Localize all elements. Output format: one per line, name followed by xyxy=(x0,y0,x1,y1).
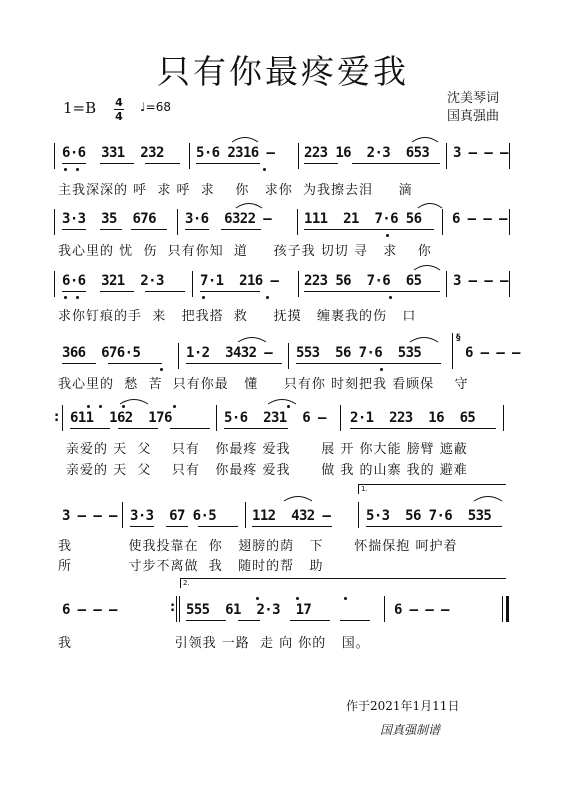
measure-6-3: 112 432 – xyxy=(252,508,331,524)
barline xyxy=(442,209,443,235)
barline xyxy=(298,143,299,169)
high-octave-dot xyxy=(99,405,102,408)
barline xyxy=(446,271,447,297)
barline xyxy=(297,209,298,235)
beam xyxy=(145,291,185,292)
beam xyxy=(108,363,162,364)
barline xyxy=(178,343,179,369)
beam xyxy=(200,291,260,292)
measure-3-3: 223 56 7·6 65 xyxy=(304,273,422,289)
barline xyxy=(54,143,55,169)
low-octave-dot xyxy=(64,296,67,299)
measure-7-3: 6 – – – xyxy=(394,602,449,618)
measure-2-1: 3·3 35 676 xyxy=(62,211,156,227)
composition-date: 作于2021年1月11日 xyxy=(346,699,460,713)
barline xyxy=(298,271,299,297)
measure-2-3: 111 21 7·6 56 xyxy=(304,211,422,227)
barline xyxy=(177,209,178,235)
lyrics-line-3: 求你钉痕的手 来 把我搭 救 抚摸 缠裹我的伤 口 xyxy=(58,309,417,324)
lyrics-line-1: 主我深深的 呼 求 呼 求 你 求你 为我擦去泪 滴 xyxy=(58,183,413,198)
final-barline xyxy=(506,596,509,622)
high-octave-dot xyxy=(87,405,90,408)
measure-5-2: 5·6 231 6 – xyxy=(224,410,326,426)
slur xyxy=(412,138,438,143)
measure-3-1: 6·6 321 2·3 xyxy=(62,273,164,289)
beam xyxy=(238,620,260,621)
slur xyxy=(232,138,258,143)
beam xyxy=(100,163,134,164)
segno-mark: § xyxy=(456,333,461,343)
volta-bracket-1-edge xyxy=(358,484,359,494)
barline xyxy=(179,596,180,622)
slur xyxy=(120,400,148,405)
beam xyxy=(221,229,261,230)
beam xyxy=(304,163,338,164)
slur xyxy=(236,204,262,209)
barline xyxy=(54,271,55,297)
beam xyxy=(130,526,154,527)
arranger-signature: 国真强制谱 xyxy=(380,723,441,737)
measure-6-1: 3 – – – xyxy=(62,508,117,524)
measure-4-1: 366 676·5 xyxy=(62,345,141,361)
composer-credit: 国真强曲 xyxy=(447,109,500,124)
lyrics-line-2: 我心里的 忧 伤 只有你知 道 孩子我 切切 寻 求 你 xyxy=(58,244,432,259)
lyrics-line-5a: 亲爱的 天 父 只有 你最疼 爱我 展 开 你大能 膀臂 遮蔽 xyxy=(66,442,468,457)
beam xyxy=(350,428,496,429)
barline xyxy=(288,343,289,369)
barline xyxy=(452,333,453,369)
beam xyxy=(198,526,238,527)
slur xyxy=(238,338,266,343)
lyrics-line-4: 我心里的 愁 苦 只有你最 懂 只有你 时刻把我 看顾保 守 xyxy=(58,377,469,392)
repeat-start-sign: : xyxy=(54,410,60,425)
measure-4-4: 6 – – – xyxy=(465,345,520,361)
beam xyxy=(304,291,440,292)
beam xyxy=(185,229,209,230)
barline xyxy=(216,405,217,431)
measure-1-2: 5·6 2316 – xyxy=(196,145,275,161)
time-signature xyxy=(114,97,124,122)
volta-1-label: 1. xyxy=(361,485,368,493)
measure-6-2: 3·3 67 6·5 xyxy=(130,508,217,524)
beam xyxy=(290,620,330,621)
beam xyxy=(166,526,188,527)
measure-3-2: 7·1 216 – xyxy=(200,273,279,289)
lyrics-line-7: 我 引领我 一路 走 向 你的 国。 xyxy=(58,636,370,651)
lyricist-credit: 沈美琴词 xyxy=(447,91,500,106)
barline xyxy=(384,596,385,622)
lyrics-line-6a: 我 使我投靠在 你 翅膀的荫 下 怀揣保抱 呵护着 xyxy=(58,539,458,554)
high-octave-dot xyxy=(344,597,347,600)
slur xyxy=(410,338,438,343)
lyrics-line-6b: 所 寸步不离做 我 随时的帮 助 xyxy=(58,559,324,574)
time-sig-top: 4 xyxy=(115,96,123,109)
slur xyxy=(268,400,296,405)
high-octave-dot xyxy=(256,597,259,600)
beam xyxy=(70,428,110,429)
barline xyxy=(192,271,193,297)
barline xyxy=(509,209,510,235)
low-octave-dot xyxy=(389,296,392,299)
beam xyxy=(62,163,86,164)
barline xyxy=(358,502,359,528)
slur xyxy=(418,204,442,209)
low-octave-dot xyxy=(64,168,67,171)
volta-bracket-2 xyxy=(180,578,506,579)
measure-1-1: 6·6 331 232 xyxy=(62,145,164,161)
high-octave-dot xyxy=(122,405,125,408)
measure-2-2: 3·6 6322 – xyxy=(185,211,272,227)
barline xyxy=(176,596,177,622)
beam xyxy=(186,363,282,364)
slur xyxy=(474,497,502,502)
measure-4-3: 553 56 7·6 535 xyxy=(296,345,422,361)
beam xyxy=(170,428,210,429)
song-title: 只有你最疼爱我 xyxy=(157,52,409,91)
measure-5-1: 611 162 176 xyxy=(70,410,172,426)
slur xyxy=(414,266,440,271)
measure-1-4: 3 – – – xyxy=(453,145,508,161)
beam xyxy=(145,163,180,164)
volta-bracket-2-edge xyxy=(180,578,181,588)
volta-bracket-1 xyxy=(358,484,506,485)
barline xyxy=(509,143,510,169)
measure-7-1: 6 – – – xyxy=(62,602,117,618)
low-octave-dot xyxy=(380,368,383,371)
beam xyxy=(366,526,502,527)
beam xyxy=(62,291,86,292)
beam xyxy=(196,163,260,164)
slur xyxy=(284,497,312,502)
barline xyxy=(245,502,246,528)
measure-2-4: 6 – – – xyxy=(452,211,507,227)
repeat-end-sign: : xyxy=(170,600,176,615)
volta-2-label: 2. xyxy=(183,579,190,587)
time-sig-bottom: 4 xyxy=(115,110,123,123)
beam xyxy=(62,363,96,364)
beam xyxy=(118,428,158,429)
low-octave-dot xyxy=(76,296,79,299)
key-signature: 1=B xyxy=(63,99,97,117)
high-octave-dot xyxy=(173,405,176,408)
measure-4-2: 1·2 3432 – xyxy=(186,345,273,361)
high-octave-dot xyxy=(287,405,290,408)
measure-7-2: 555 61 2·3 17 xyxy=(186,602,312,618)
beam xyxy=(352,163,440,164)
measure-6-4: 5·3 56 7·6 535 xyxy=(366,508,492,524)
low-octave-dot xyxy=(160,368,163,371)
measure-3-4: 3 – – – xyxy=(453,273,508,289)
beam xyxy=(100,229,122,230)
beam xyxy=(296,363,441,364)
beam xyxy=(340,620,370,621)
lyrics-line-5b: 亲爱的 天 父 只有 你最疼 爱我 做 我 的山寨 我的 避难 xyxy=(66,463,468,478)
measure-1-3: 223 16 2·3 653 xyxy=(304,145,430,161)
high-octave-dot xyxy=(296,597,299,600)
tempo-mark: ♩=68 xyxy=(140,100,171,114)
barline xyxy=(62,405,63,431)
beam xyxy=(252,526,332,527)
barline xyxy=(189,143,190,169)
beam xyxy=(224,428,288,429)
barline xyxy=(122,502,123,528)
beam xyxy=(304,229,434,230)
barline xyxy=(446,143,447,169)
measure-5-3: 2·1 223 16 65 xyxy=(350,410,476,426)
low-octave-dot xyxy=(263,168,266,171)
low-octave-dot xyxy=(76,168,79,171)
low-octave-dot xyxy=(202,296,205,299)
beam xyxy=(186,620,226,621)
barline xyxy=(340,405,341,431)
barline xyxy=(502,596,503,622)
barline xyxy=(54,209,55,235)
barline xyxy=(503,405,504,431)
beam xyxy=(62,229,86,230)
low-octave-dot xyxy=(386,234,389,237)
beam xyxy=(100,291,134,292)
beam xyxy=(131,229,167,230)
low-octave-dot xyxy=(266,296,269,299)
barline xyxy=(509,271,510,297)
